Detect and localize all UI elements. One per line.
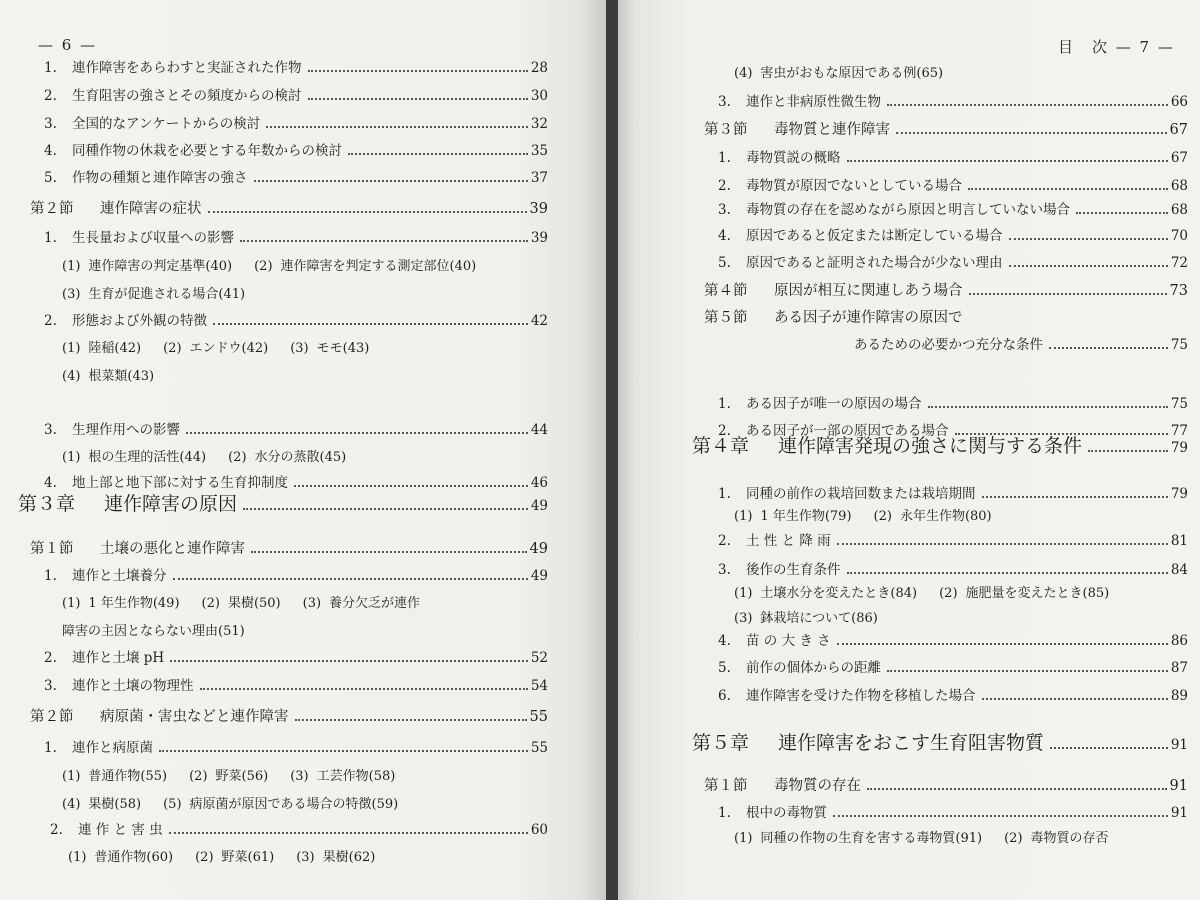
toc-entry xyxy=(718,176,1188,196)
section-entry xyxy=(30,199,548,219)
entry-title: 毒物質の存在 xyxy=(774,778,861,794)
entry-page-number: 44 xyxy=(530,422,548,438)
section-entry xyxy=(704,281,1188,301)
entry-page-number: 91 xyxy=(1170,805,1188,821)
dot-leader xyxy=(213,323,528,325)
entry-title: 前作の個体からの距離 xyxy=(746,660,881,676)
entry-title: ある因子が唯一の原因の場合 xyxy=(746,396,922,412)
subentry xyxy=(62,285,245,305)
entry-page-number: 55 xyxy=(530,740,548,756)
dot-leader xyxy=(867,788,1167,790)
entry-number: 第５章 xyxy=(692,732,750,754)
subentry-title: 病原菌が原因である場合の特徴(59) xyxy=(189,797,399,812)
page-number-header: — 6 — xyxy=(38,36,98,54)
subentry-line xyxy=(734,584,1109,604)
subentry-number: (3) xyxy=(290,341,309,356)
entry-number: 3. xyxy=(44,116,57,132)
subentry-title: 普通作物(60) xyxy=(94,850,174,865)
subentry-line xyxy=(62,594,420,614)
dot-leader xyxy=(928,406,1168,408)
entry-number: 2. xyxy=(718,533,731,549)
toc-entry xyxy=(718,484,1188,504)
entry-page-number: 91 xyxy=(1169,778,1188,794)
entry-title: 連 作 と 害 虫 xyxy=(78,822,163,838)
entry-page-number: 75 xyxy=(1170,337,1188,353)
entry-number: 3. xyxy=(44,422,57,438)
subentry-number: (3) xyxy=(290,769,309,784)
dot-leader xyxy=(1009,265,1168,267)
entry-number: 4. xyxy=(44,475,57,491)
subentry-number: (1) xyxy=(62,450,81,465)
subentry-title: 根の生理的活性(44) xyxy=(88,450,207,465)
entry-number: 2. xyxy=(50,822,63,838)
entry-page-number: 72 xyxy=(1170,255,1188,271)
section-entry xyxy=(704,776,1188,796)
entry-title: 毒物質と連作障害 xyxy=(774,122,890,138)
entry-number: 2. xyxy=(718,423,731,439)
toc-entry xyxy=(44,141,548,161)
entry-page-number: 32 xyxy=(530,116,548,132)
entry-number: 第４章 xyxy=(692,435,750,457)
entry-number: 1. xyxy=(44,230,57,246)
entry-number: 5. xyxy=(718,255,731,271)
subentry-number: (2) xyxy=(228,450,247,465)
toc-entry xyxy=(44,168,548,188)
entry-number: 2. xyxy=(718,178,731,194)
entry-page-number: 67 xyxy=(1170,150,1188,166)
toc-entry xyxy=(44,566,548,586)
subentry-line xyxy=(62,285,245,305)
right-page xyxy=(618,0,1200,900)
dot-leader xyxy=(1049,347,1168,349)
entry-title: 連作と土壌の物理性 xyxy=(72,678,194,694)
subentry xyxy=(189,767,268,787)
dot-leader xyxy=(308,70,528,72)
entry-number: 第３節 xyxy=(704,122,748,138)
entry-number: 1. xyxy=(718,486,731,502)
subentry-title: 生育が促進される場合(41) xyxy=(88,287,246,302)
entry-title: 毒物質の存在を認めながら原因と明言していない場合 xyxy=(746,202,1070,218)
dot-leader xyxy=(173,578,528,580)
subentry-number: (4) xyxy=(62,369,81,384)
entry-page-number: 30 xyxy=(530,88,548,104)
dot-leader xyxy=(837,543,1168,545)
toc-entry xyxy=(718,686,1188,706)
toc-entry xyxy=(718,803,1188,823)
entry-page-number: 81 xyxy=(1170,533,1188,549)
entry-page-number: 77 xyxy=(1170,423,1188,439)
subentry xyxy=(290,339,369,359)
chapter-entry xyxy=(18,490,548,520)
dot-leader xyxy=(170,660,528,662)
entry-number: 第４節 xyxy=(704,283,748,299)
entry-page-number: 86 xyxy=(1170,633,1188,649)
subentry-number: (3) xyxy=(734,611,753,626)
entry-number: 1. xyxy=(44,60,57,76)
entry-title: 連作と土壌 pH xyxy=(72,650,165,666)
entry-page-number: 66 xyxy=(1170,94,1188,110)
subentry xyxy=(62,367,154,387)
subentry-number: (5) xyxy=(163,797,182,812)
toc-entry xyxy=(854,335,1188,355)
subentry-title: 水分の蒸散(45) xyxy=(254,450,347,465)
subentry-line xyxy=(62,448,346,468)
section-entry xyxy=(704,120,1188,140)
toc-entry xyxy=(44,648,548,668)
subentry-number: (4) xyxy=(62,797,81,812)
entry-title: 原因であると証明された場合が少ない理由 xyxy=(746,255,1003,271)
chapter-entry xyxy=(692,729,1188,759)
subentry-number: (2) xyxy=(939,586,958,601)
toc-entry xyxy=(44,86,548,106)
entry-page-number: 49 xyxy=(530,568,548,584)
entry-number: 5. xyxy=(718,660,731,676)
entry-number: 1. xyxy=(718,805,731,821)
subentry-number: (1) xyxy=(734,509,753,524)
entry-title: 連作と病原菌 xyxy=(72,740,153,756)
entry-title: 生育阻害の強さとその頻度からの検討 xyxy=(72,88,302,104)
entry-title: 生理作用への影響 xyxy=(72,422,180,438)
dot-leader xyxy=(200,688,528,690)
subentry-title: エンドウ(42) xyxy=(189,341,269,356)
subentry xyxy=(62,257,232,277)
entry-title: 連作障害をあらわすと実証された作物 xyxy=(72,60,302,76)
entry-title: 連作障害の症状 xyxy=(100,201,202,217)
toc-entry xyxy=(718,253,1188,273)
entry-title: 病原菌・害虫などと連作障害 xyxy=(100,709,289,725)
entry-number: 1. xyxy=(718,396,731,412)
entry-title: 原因が相互に関連しあう場合 xyxy=(774,283,963,299)
toc-entry xyxy=(718,531,1188,551)
entry-page-number: 87 xyxy=(1170,660,1188,676)
dot-leader xyxy=(186,432,528,434)
page-number-header: 目 次 — 7 — xyxy=(1058,38,1175,56)
subentry xyxy=(195,848,274,868)
entry-page-number: 60 xyxy=(530,822,548,838)
dot-leader xyxy=(254,180,528,182)
entry-page-number: 79 xyxy=(1170,486,1188,502)
subentry-number: (2) xyxy=(195,850,214,865)
entry-title: 地上部と地下部に対する生育抑制度 xyxy=(72,475,288,491)
subentry-title: 果樹(50) xyxy=(227,596,281,611)
subentry-title: 野菜(61) xyxy=(221,850,275,865)
entry-number: 4. xyxy=(44,143,57,159)
subentry xyxy=(62,767,167,787)
subentry-title: 普通作物(55) xyxy=(88,769,168,784)
entry-title: 生長量および収量への影響 xyxy=(72,230,234,246)
entry-title: 連作障害を受けた作物を移植した場合 xyxy=(746,688,976,704)
entry-page-number: 39 xyxy=(529,201,548,217)
subentry-title: 同種の作物の生育を害する毒物質(91) xyxy=(760,831,983,846)
entry-page-number: 55 xyxy=(529,709,548,725)
subentry-number: (2) xyxy=(873,509,892,524)
subentry xyxy=(296,848,375,868)
subentry-line xyxy=(62,367,154,387)
dot-leader xyxy=(266,126,528,128)
entry-title: 同種の前作の栽培回数または栽培期間 xyxy=(746,486,976,502)
subentry xyxy=(303,594,420,614)
dot-leader xyxy=(1088,450,1168,452)
toc-entry xyxy=(718,394,1188,414)
toc-entry xyxy=(44,58,548,78)
subentry-line xyxy=(62,622,245,642)
subentry-line xyxy=(734,609,878,629)
dot-leader xyxy=(969,293,1167,295)
dot-leader xyxy=(294,485,528,487)
entry-number: 第５節 xyxy=(704,310,748,326)
entry-number: 3. xyxy=(44,678,57,694)
entry-page-number: 28 xyxy=(530,60,548,76)
dot-leader xyxy=(847,160,1168,162)
entry-page-number: 79 xyxy=(1170,440,1188,456)
dot-leader xyxy=(308,98,528,100)
toc-entry xyxy=(44,311,548,331)
subentry-number: (3) xyxy=(302,596,322,611)
subentry-line xyxy=(62,767,395,787)
entry-title: 同種作物の休栽を必要とする年数からの検討 xyxy=(72,143,342,159)
entry-page-number: 67 xyxy=(1169,122,1188,138)
subentry-title: 鉢栽培について(86) xyxy=(760,611,878,626)
subentry-line xyxy=(68,848,375,868)
subentry-number: (2) xyxy=(201,596,220,611)
subentry-number: (2) xyxy=(189,769,208,784)
dot-leader xyxy=(348,153,528,155)
section-entry xyxy=(30,707,548,727)
subentry-number: (1) xyxy=(68,850,87,865)
subentry-title: 土壌水分を変えたとき(84) xyxy=(760,586,918,601)
toc-entry xyxy=(44,676,548,696)
entry-page-number: 91 xyxy=(1170,737,1188,753)
dot-leader xyxy=(968,188,1168,190)
entry-page-number: 35 xyxy=(530,143,548,159)
toc-entry xyxy=(718,631,1188,651)
entry-number: 6. xyxy=(718,688,731,704)
subentry-title: 陸稲(42) xyxy=(88,341,142,356)
entry-number: 3. xyxy=(718,202,731,218)
entry-title: 作物の種類と連作障害の強さ xyxy=(72,170,248,186)
entry-page-number: 68 xyxy=(1170,202,1188,218)
dot-leader xyxy=(240,240,528,242)
dot-leader xyxy=(1050,747,1168,749)
entry-title: 連作障害をおこす生育阻害物質 xyxy=(778,732,1045,754)
entry-title: 毒物質説の概略 xyxy=(746,150,841,166)
subentry-title: 工芸作物(58) xyxy=(316,769,396,784)
entry-title: 苗 の 大 き さ xyxy=(746,633,831,649)
entry-title: あるための必要かつ充分な条件 xyxy=(854,337,1043,353)
dot-leader xyxy=(1009,238,1168,240)
entry-number: 4. xyxy=(718,228,731,244)
entry-title: 土 性 と 降 雨 xyxy=(746,533,831,549)
dot-leader xyxy=(159,750,528,752)
subentry xyxy=(62,339,141,359)
toc-entry xyxy=(718,92,1188,112)
subentry xyxy=(68,848,173,868)
entry-number: 1. xyxy=(44,740,57,756)
entry-number: 第２節 xyxy=(30,201,74,217)
entry-page-number: 49 xyxy=(530,498,548,514)
subentry xyxy=(290,767,395,787)
entry-page-number: 42 xyxy=(530,313,548,329)
subentry-number: (1) xyxy=(734,586,753,601)
entry-title: 形態および外観の特徴 xyxy=(72,313,207,329)
dot-leader xyxy=(847,572,1168,574)
toc-entry xyxy=(718,658,1188,678)
dot-leader xyxy=(243,508,528,510)
entry-number: 第３章 xyxy=(18,493,76,515)
subentry-line xyxy=(734,64,943,84)
dot-leader xyxy=(982,698,1168,700)
subentry-title: 障害の主因とならない理由(51) xyxy=(62,624,245,639)
entry-page-number: 73 xyxy=(1169,283,1188,299)
subentry xyxy=(874,507,992,527)
entry-page-number: 52 xyxy=(530,650,548,666)
chapter-entry xyxy=(692,432,1188,462)
dot-leader xyxy=(887,670,1168,672)
entry-number: 1. xyxy=(718,150,731,166)
subentry-line xyxy=(734,507,992,527)
toc-entry xyxy=(718,148,1188,168)
subentry-number: (3) xyxy=(296,850,315,865)
entry-page-number: 37 xyxy=(530,170,548,186)
entry-number: 2. xyxy=(44,650,57,666)
entry-title: 連作と非病原性微生物 xyxy=(746,94,881,110)
dot-leader xyxy=(251,551,527,553)
section-entry xyxy=(30,539,548,559)
toc-entry xyxy=(44,228,548,248)
subentry-title: 1 年生作物(49) xyxy=(88,596,180,611)
entry-page-number: 75 xyxy=(1170,396,1188,412)
subentry xyxy=(734,507,852,527)
subentry-title: 施肥量を変えたとき(85) xyxy=(965,586,1110,601)
subentry-number: (1) xyxy=(734,831,753,846)
subentry-title: 害虫がおもな原因である例(65) xyxy=(760,66,944,81)
entry-title: 全国的なアンケートからの検討 xyxy=(72,116,261,132)
subentry-title: 野菜(56) xyxy=(215,769,269,784)
subentry xyxy=(202,594,281,614)
entry-title: 後作の生育条件 xyxy=(746,562,841,578)
subentry xyxy=(62,448,206,468)
subentry-number: (1) xyxy=(62,769,81,784)
entry-number: 第１節 xyxy=(704,778,748,794)
entry-title: ある因子が一部の原因である場合 xyxy=(746,423,949,439)
subentry xyxy=(62,594,180,614)
subentry xyxy=(163,339,268,359)
entry-number: 3. xyxy=(718,94,731,110)
subentry-title: 連作障害を判定する測定部位(40) xyxy=(280,259,477,274)
subentry-title: 根菜類(43) xyxy=(88,369,155,384)
dot-leader xyxy=(1076,212,1168,214)
subentry-number: (1) xyxy=(62,596,81,611)
subentry xyxy=(254,257,476,277)
toc-entry xyxy=(718,200,1188,220)
entry-number: 2. xyxy=(44,88,57,104)
entry-number: 4. xyxy=(718,633,731,649)
subentry xyxy=(734,829,982,849)
entry-page-number: 46 xyxy=(530,475,548,491)
toc-entry xyxy=(718,226,1188,246)
subentry-line xyxy=(62,795,398,815)
dot-leader xyxy=(837,643,1168,645)
toc-entry xyxy=(44,738,548,758)
entry-page-number: 54 xyxy=(530,678,548,694)
entry-number: 第１節 xyxy=(30,541,74,557)
subentry xyxy=(734,584,917,604)
entry-title: 毒物質が原因でないとしている場合 xyxy=(746,178,962,194)
subentry xyxy=(62,622,245,642)
subentry-line xyxy=(734,829,1109,849)
dot-leader xyxy=(833,815,1168,817)
entry-number: 3. xyxy=(718,562,731,578)
subentry xyxy=(1004,829,1108,849)
entry-page-number: 84 xyxy=(1170,562,1188,578)
toc-entry xyxy=(44,114,548,134)
dot-leader xyxy=(295,719,527,721)
subentry-title: 連作障害の判定基準(40) xyxy=(88,259,233,274)
entry-title: 連作障害の原因 xyxy=(104,493,238,515)
subentry xyxy=(734,64,943,84)
entry-title: 連作障害発現の強さに関与する条件 xyxy=(778,435,1083,457)
subentry xyxy=(163,795,398,815)
subentry-number: (1) xyxy=(62,259,81,274)
subentry-title: 養分欠乏が連作 xyxy=(329,596,421,611)
entry-page-number: 49 xyxy=(529,541,548,557)
dot-leader xyxy=(208,211,527,213)
entry-number: 1. xyxy=(44,568,57,584)
dot-leader xyxy=(982,496,1168,498)
subentry-title: 果樹(62) xyxy=(322,850,376,865)
entry-page-number: 39 xyxy=(530,230,548,246)
subentry-line xyxy=(62,339,369,359)
book-gutter xyxy=(606,0,618,900)
subentry xyxy=(734,609,878,629)
toc-entry xyxy=(50,820,548,840)
entry-page-number: 68 xyxy=(1170,178,1188,194)
subentry-title: 毒物質の存否 xyxy=(1030,831,1109,846)
entry-title: 原因であると仮定または断定している場合 xyxy=(746,228,1003,244)
subentry-number: (2) xyxy=(1004,831,1023,846)
subentry-title: 果樹(58) xyxy=(88,797,142,812)
subentry-number: (3) xyxy=(62,287,81,302)
entry-number: 5. xyxy=(44,170,57,186)
dot-leader xyxy=(896,132,1167,134)
entry-page-number: 70 xyxy=(1170,228,1188,244)
subentry-title: モモ(43) xyxy=(316,341,370,356)
entry-title: 連作と土壌養分 xyxy=(72,568,167,584)
subentry xyxy=(939,584,1109,604)
subentry-number: (1) xyxy=(62,341,81,356)
entry-title: 根中の毒物質 xyxy=(746,805,827,821)
subentry-title: 永年生作物(80) xyxy=(899,509,992,524)
subentry-line xyxy=(62,257,476,277)
subentry-number: (2) xyxy=(163,341,182,356)
subentry-title: 1 年生作物(79) xyxy=(760,509,852,524)
subentry-number: (2) xyxy=(254,259,273,274)
dot-leader xyxy=(169,832,528,834)
subentry xyxy=(228,448,346,468)
dot-leader xyxy=(887,104,1168,106)
subentry xyxy=(62,795,141,815)
entry-page-number: 89 xyxy=(1170,688,1188,704)
section-entry xyxy=(704,308,963,328)
entry-title: ある因子が連作障害の原因で xyxy=(774,310,963,326)
entry-title: 土壌の悪化と連作障害 xyxy=(100,541,245,557)
entry-number: 第２節 xyxy=(30,709,74,725)
toc-entry xyxy=(44,420,548,440)
subentry-number: (4) xyxy=(734,66,753,81)
toc-entry xyxy=(718,560,1188,580)
entry-number: 2. xyxy=(44,313,57,329)
